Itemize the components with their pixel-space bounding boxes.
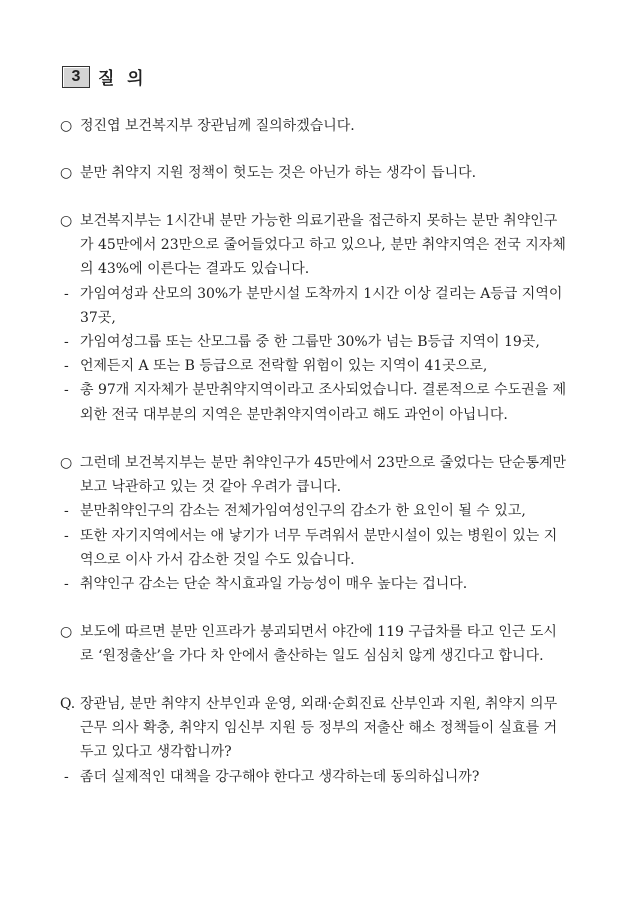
text-line [60, 740, 557, 764]
text-line [60, 548, 566, 572]
line-text: 로 ‘원정출산’을 가다 차 안에서 출산하는 일도 심심치 않게 생긴다고 합니다. [80, 648, 544, 665]
text-line [60, 716, 557, 740]
bullet-marker: ○ [60, 213, 73, 229]
dash-marker: - [64, 575, 69, 592]
paragraph [60, 209, 566, 427]
line-text: 장관님, 분만 취약지 산부인과 운영, 외래·순회진료 산부인과 지원, 취약지 의무 [80, 696, 558, 712]
line-text: 취약인구 감소는 단순 착시효과일 가능성이 매우 높다는 겁니다. [80, 575, 468, 592]
text-line [60, 330, 566, 354]
text-line [60, 114, 355, 138]
text-line [60, 644, 557, 668]
line-text: 또한 자기지역에서는 애 낳기가 너무 두려워서 분만시설이 있는 병원이 있는 지 [80, 527, 558, 544]
text-line [60, 233, 566, 257]
bullet-marker: ○ [60, 165, 73, 181]
paragraph [60, 114, 355, 138]
dash-marker: - [64, 768, 69, 785]
text-line [60, 378, 566, 402]
line-text: 총 97개 지자체가 분만취약지역이라고 조사되었습니다. 결론적으로 수도권을 제 [80, 382, 567, 399]
section-title: 질 의 [98, 69, 148, 88]
line-text: 분만취약인구의 감소는 전체가임여성인구의 감소가 한 요인이 될 수 있고, [80, 503, 526, 520]
section-header [62, 64, 148, 89]
line-text: 분만 취약지 지원 정책이 헛도는 것은 아닌가 하는 생각이 듭니다. [80, 165, 477, 181]
line-text: 가임여성그룹 또는 산모그룹 중 한 그룹만 30%가 넘는 B등급 지역이 19곳, [80, 333, 540, 350]
text-line [60, 403, 566, 427]
dash-marker: - [64, 333, 69, 350]
bullet-marker: ○ [60, 118, 73, 134]
bullet-marker: ○ [60, 624, 73, 640]
dash-marker: - [64, 285, 69, 302]
section-number: 3 [62, 66, 90, 88]
line-text: 가임여성과 산모의 30%가 분만시설 도착까지 1시간 이상 걸리는 A등급 지역이 [80, 285, 563, 302]
line-text: 보고 낙관하고 있는 것 같아 우려가 큽니다. [80, 479, 342, 496]
text-line [60, 524, 566, 548]
line-text: 37곳, [80, 309, 116, 326]
text-line [60, 499, 566, 523]
paragraph [60, 620, 557, 668]
text-line [60, 692, 557, 716]
paragraph [60, 451, 566, 596]
text-line [60, 209, 566, 233]
text-line [60, 306, 566, 330]
dash-marker: - [64, 527, 69, 544]
text-line [60, 257, 566, 281]
line-text: 외한 전국 대부분의 지역은 분만취약지역이라고 해도 과언이 아닙니다. [80, 406, 508, 423]
text-line [60, 354, 566, 378]
bullet-marker: Q. [60, 696, 76, 712]
line-text: 언제든지 A 또는 B 등급으로 전락할 위험이 있는 지역이 41곳으로, [80, 358, 488, 375]
line-text: 가 45만에서 23만으로 줄어들었다고 하고 있으나, 분만 취약지역은 전국 지자체 [80, 237, 566, 254]
line-text: 정진엽 보건복지부 장관님께 질의하겠습니다. [80, 118, 355, 134]
line-text: 의 43%에 이른다는 결과도 있습니다. [80, 261, 310, 278]
line-text: 좀더 실제적인 대책을 강구해야 한다고 생각하는데 동의하십니까? [80, 768, 480, 785]
text-line [60, 620, 557, 644]
line-text: 그런데 보건복지부는 분만 취약인구가 45만에서 23만으로 줄었다는 단순통계만 [80, 455, 567, 471]
dash-marker: - [64, 358, 69, 375]
text-line [60, 161, 476, 185]
line-text: 두고 있다고 생각합니까? [80, 744, 232, 761]
text-line [60, 765, 557, 789]
text-line [60, 282, 566, 306]
bullet-marker: ○ [60, 455, 73, 471]
paragraph [60, 692, 557, 789]
line-text: 보도에 따르면 분만 인프라가 붕괴되면서 야간에 119 구급차를 타고 인근 도시 [80, 624, 557, 640]
text-line [60, 475, 566, 499]
line-text: 근무 의사 확충, 취약지 임신부 지원 등 정부의 저출산 해소 정책들이 실효를 거 [80, 720, 558, 737]
dash-marker: - [64, 503, 69, 520]
text-line [60, 572, 566, 596]
text-line [60, 451, 566, 475]
dash-marker: - [64, 382, 69, 399]
paragraph [60, 161, 476, 185]
line-text: 보건복지부는 1시간내 분만 가능한 의료기관을 접근하지 못하는 분만 취약인구 [80, 213, 558, 229]
line-text: 역으로 이사 가서 감소한 것일 수도 있습니다. [80, 551, 355, 568]
